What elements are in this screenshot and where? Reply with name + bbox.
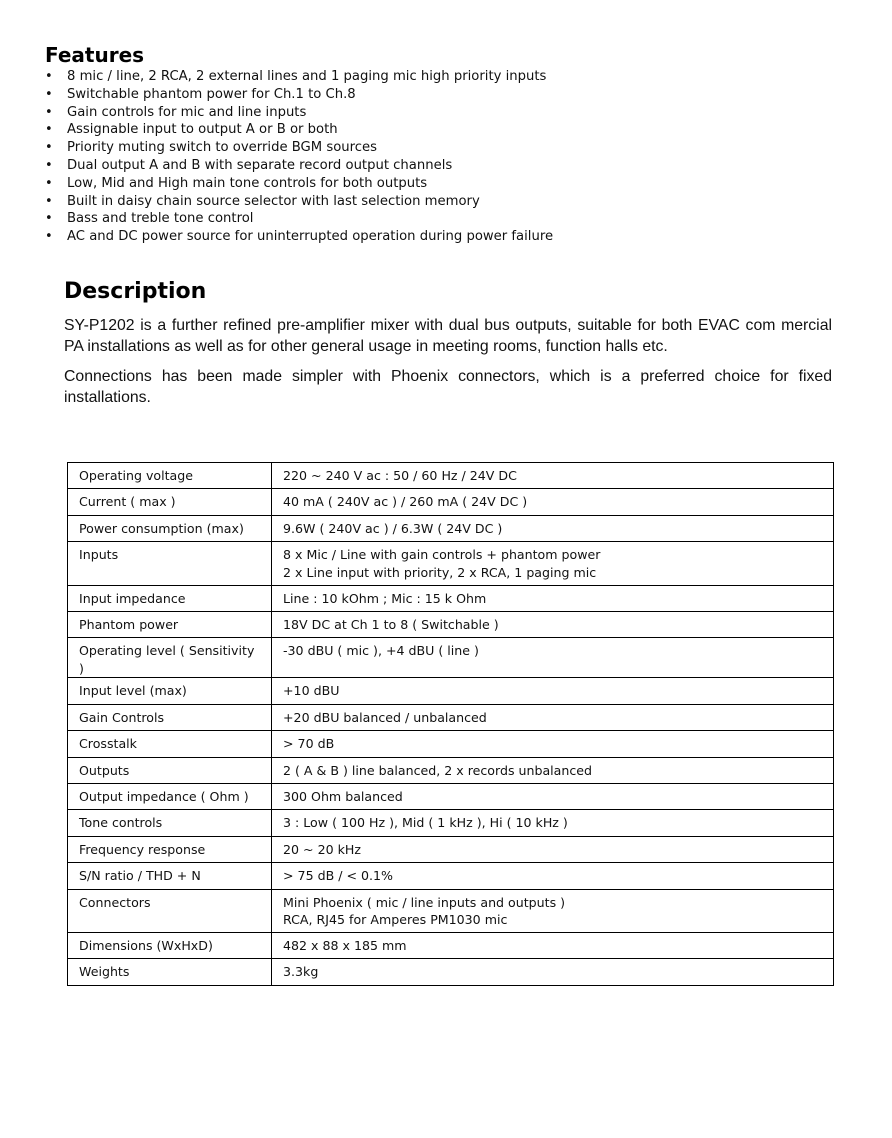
spec-value-line: RCA, RJ45 for Amperes PM1030 mic [283,912,508,928]
spec-value [272,889,834,933]
bullet-icon: • [45,157,53,173]
spec-label: Gain Controls [68,704,272,730]
spec-label: Weights [68,959,272,985]
feature-text: Bass and treble tone control [67,211,254,227]
features-heading: Features [45,43,145,67]
spec-value-line: 3 : Low ( 100 Hz ), Mid ( 1 kHz ), Hi ( 10 kHz ) [283,815,568,831]
feature-item [45,193,553,211]
spec-row [68,678,834,704]
spec-value [272,731,834,757]
spec-value [272,585,834,611]
spec-label: Phantom power [68,612,272,638]
feature-item [45,139,553,157]
bullet-icon: • [45,193,53,209]
spec-row [68,612,834,638]
spec-label: Output impedance ( Ohm ) [68,784,272,810]
spec-label: Connectors [68,889,272,933]
spec-value [272,638,834,678]
spec-row [68,515,834,541]
feature-text: Built in daisy chain source selector with last selection memory [67,193,480,209]
feature-item [45,157,553,175]
spec-value-line: Line : 10 kOhm ; Mic : 15 k Ohm [283,590,487,606]
spec-row [68,784,834,810]
spec-value [272,612,834,638]
spec-value-line: > 75 dB / < 0.1% [283,868,394,884]
spec-value-line: 220 ~ 240 V ac : 50 / 60 Hz / 24V DC [283,468,517,483]
spec-value-line: 2 x Line input with priority, 2 x RCA, 1 paging mic [283,564,597,580]
feature-item [45,86,553,104]
spec-label: Inputs [68,542,272,586]
spec-row [68,542,834,586]
spec-label: Operating level ( Sensitivity ) [68,638,272,678]
spec-value [272,489,834,515]
spec-value-line: 3.3kg [283,964,319,980]
spec-label: S/N ratio / THD + N [68,863,272,889]
spec-value [272,542,834,586]
spec-value-line: 2 ( A & B ) line balanced, 2 x records unbalanced [283,762,593,778]
spec-value [272,933,834,959]
spec-value [272,678,834,704]
spec-value-line: > 70 dB [283,736,335,752]
spec-label: Tone controls [68,810,272,836]
spec-value-line: +20 dBU balanced / unbalanced [283,709,487,725]
feature-item [45,228,553,246]
spec-row [68,489,834,515]
spec-value [272,810,834,836]
spec-value [272,757,834,783]
specifications-table [67,462,834,986]
spec-value-line: 20 ~ 20 kHz [283,841,361,857]
spec-row [68,731,834,757]
spec-label: Current ( max ) [68,489,272,515]
description-paragraph: Connections has been made simpler with Phoenix connectors, which is a preferred choice for fixed installations. [64,368,832,406]
spec-value-line: 9.6W ( 240V ac ) / 6.3W ( 24V DC ) [283,520,503,536]
spec-label: Frequency response [68,836,272,862]
feature-text: Dual output A and B with separate record output channels [67,157,453,173]
spec-value [272,836,834,862]
bullet-icon: • [45,104,53,120]
spec-label: Dimensions (WxHxD) [68,933,272,959]
spec-row [68,863,834,889]
spec-value-line: +10 dBU [283,683,340,699]
spec-label: Crosstalk [68,731,272,757]
spec-label: Operating voltage [68,463,272,489]
feature-item [45,210,553,228]
spec-label: Power consumption (max) [68,515,272,541]
bullet-icon: • [45,69,53,84]
description-paragraph: SY-P1202 is a further refined pre-amplifier mixer with dual bus outputs, suitable for both EVAC com mercial PA installations as well as for other general usage in meeting rooms, function halls etc. [64,317,832,355]
spec-row [68,933,834,959]
feature-text: Gain controls for mic and line inputs [67,104,307,120]
spec-value-line: 40 mA ( 240V ac ) / 260 mA ( 24V DC ) [283,494,528,510]
feature-text: Priority muting switch to override BGM sources [67,140,378,156]
feature-text: Switchable phantom power for Ch.1 to Ch.8 [67,86,356,102]
bullet-icon: • [45,211,53,227]
feature-item [45,121,553,139]
spec-row [68,810,834,836]
bullet-icon: • [45,140,53,156]
spec-row [68,757,834,783]
spec-row [68,638,834,678]
spec-label: Outputs [68,757,272,783]
feature-item [45,104,553,122]
spec-label: Input level (max) [68,678,272,704]
spec-value [272,515,834,541]
spec-value-line: 8 x Mic / Line with gain controls + phantom power [283,547,601,563]
spec-row [68,463,834,489]
feature-item [45,175,553,193]
bullet-icon: • [45,122,53,138]
spec-value [272,863,834,889]
spec-label: Input impedance [68,585,272,611]
feature-text: Low, Mid and High main tone controls for both outputs [67,175,428,191]
spec-row [68,889,834,933]
spec-value-line: 300 Ohm balanced [283,789,403,805]
bullet-icon: • [45,86,53,102]
spec-value-line: Mini Phoenix ( mic / line inputs and outputs ) [283,894,566,910]
bullet-icon: • [45,175,53,191]
spec-row [68,704,834,730]
feature-text: AC and DC power source for uninterrupted operation during power failure [67,229,554,245]
spec-value [272,704,834,730]
features-list [45,68,553,246]
spec-value [272,784,834,810]
spec-value [272,463,834,489]
spec-value-line: 18V DC at Ch 1 to 8 ( Switchable ) [283,617,499,633]
spec-value-line: 482 x 88 x 185 mm [283,938,407,954]
spec-value [272,959,834,985]
spec-row [68,959,834,985]
feature-text: Assignable input to output A or B or both [67,122,338,138]
spec-row [68,836,834,862]
feature-text: 8 mic / line, 2 RCA, 2 external lines and 1 paging mic high priority inputs [67,69,547,84]
bullet-icon: • [45,229,53,245]
spec-row [68,585,834,611]
feature-item [45,68,553,86]
description-heading: Description [64,279,207,304]
spec-value-line: -30 dBU ( mic ), +4 dBU ( line ) [283,643,479,659]
